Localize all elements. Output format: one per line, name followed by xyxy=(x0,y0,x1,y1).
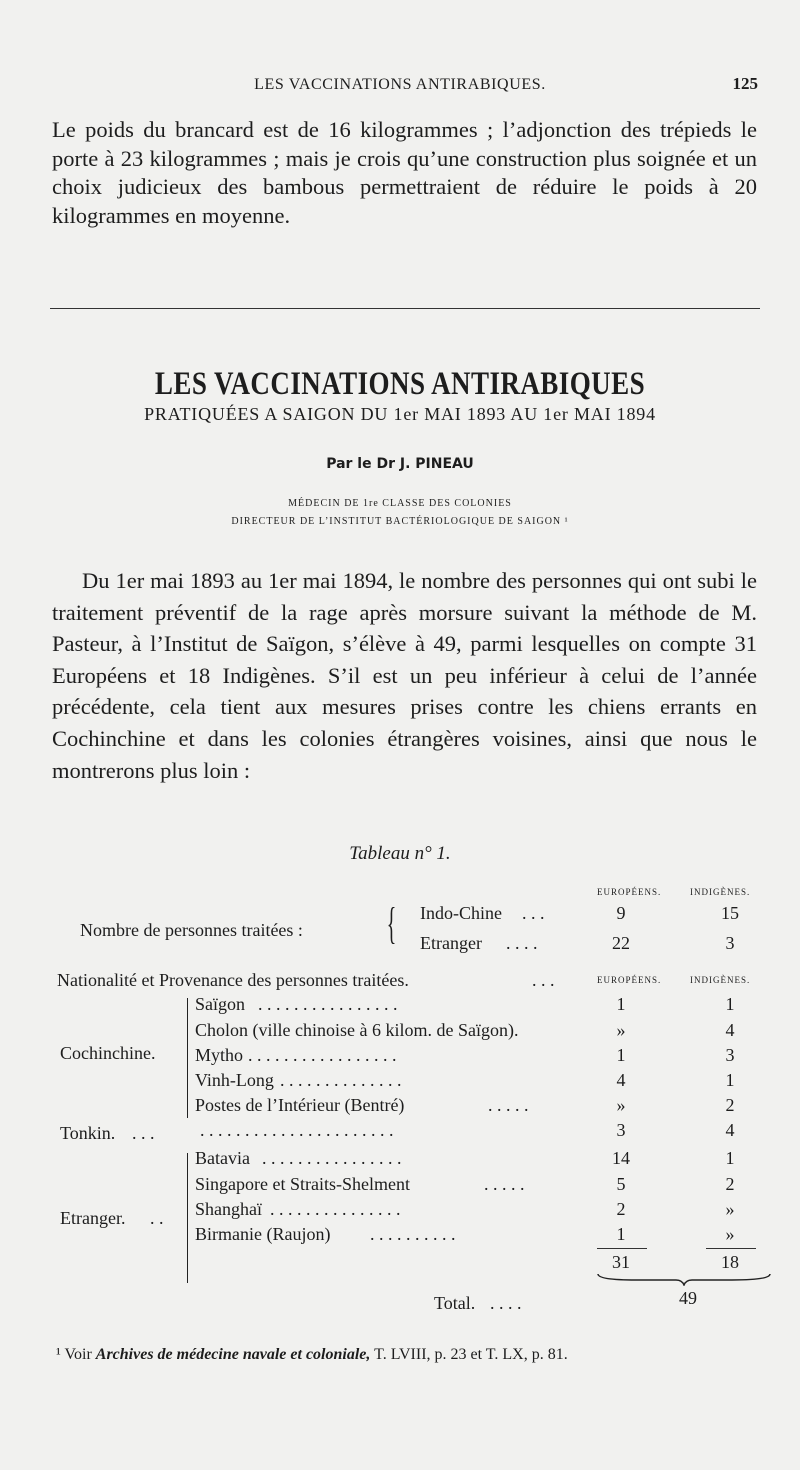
intro-paragraph: Le poids du brancard est de 16 kilogrammes ; l’adjonction des trépieds le porte à 23 kilogrammes ; mais je crois qu’une construction plus soignée et un choix judicieux des bambous permettraient de réduire le poids à 20 kilogrammes en moyenne. xyxy=(52,117,757,228)
table-row-label: Batavia xyxy=(195,1148,250,1168)
table-row-leader: . . . . xyxy=(506,933,538,953)
page-number: 125 xyxy=(732,74,758,93)
table-row-leader: . . . . . . . . . . . . . . . . xyxy=(262,1148,402,1168)
column-header-europeens: EUROPÉENS. xyxy=(597,975,662,985)
author-role: MÉDECIN DE 1re CLASSE DES COLONIES xyxy=(288,498,512,509)
group-label-etranger: Etranger. xyxy=(60,1208,126,1228)
table-row-leader: . . . . . xyxy=(484,1174,525,1194)
table-cell-indigenes: 3 xyxy=(725,933,735,953)
section2-leader: . . . xyxy=(532,970,555,990)
table-cell-indigenes: 3 xyxy=(725,1045,735,1065)
subtotal-indigenes: 18 xyxy=(721,1252,739,1272)
table-cell-indigenes: 2 xyxy=(725,1174,735,1194)
table-cell-europeens: 22 xyxy=(612,933,630,953)
section2-label: Nationalité et Provenance des personnes traitées. xyxy=(57,970,409,990)
total-value: 49 xyxy=(679,1288,697,1308)
subtotal-rule xyxy=(597,1248,647,1249)
table-cell-indigenes: 1 xyxy=(725,994,735,1014)
column-header-indigenes: INDIGÈNES. xyxy=(690,975,751,985)
table-row-label: Etranger xyxy=(420,933,482,953)
table-row-label: Shanghaï xyxy=(195,1199,262,1219)
table-cell-europeens: 1 xyxy=(616,1224,626,1244)
table-cell-europeens: 4 xyxy=(616,1070,626,1090)
table-cell-indigenes: 2 xyxy=(725,1095,735,1115)
table-cell-europeens: 14 xyxy=(612,1148,630,1168)
footnote-journal: Archives de médecine navale et coloniale, xyxy=(95,1346,371,1363)
table-row-leader: . . . . . . . . . . . . . . xyxy=(280,1070,402,1090)
group-leader: . . . xyxy=(132,1123,155,1143)
article-subtitle: PRATIQUÉES A SAIGON DU 1er MAI 1893 AU 1er MAI 1894 xyxy=(144,404,656,424)
table-row-label: Mytho xyxy=(195,1045,244,1065)
table-cell-europeens: » xyxy=(616,1095,626,1115)
table-row-label: Postes de l’Intérieur (Bentré) xyxy=(195,1095,405,1115)
table-cell-indigenes: 1 xyxy=(725,1148,735,1168)
total-brace-icon xyxy=(596,1272,772,1286)
footnote-marker: ¹ xyxy=(56,1346,61,1363)
table-row-label: Cholon (ville chinoise à 6 kilom. de Saïgon). xyxy=(195,1020,519,1040)
table-cell-europeens: 5 xyxy=(616,1174,626,1194)
footnote xyxy=(56,1346,568,1364)
footnote-prefix: Voir xyxy=(64,1346,92,1363)
table-row-leader: . . . . . . . . . . . . . . . . . . . . . . xyxy=(200,1120,394,1140)
table-row-leader: . . . . . . . . . . xyxy=(370,1224,456,1244)
brace-icon xyxy=(187,998,194,1118)
table-cell-europeens: 1 xyxy=(616,994,626,1014)
section1-label: Nombre de personnes traitées : xyxy=(80,920,303,940)
article-author: Par le Dr J. PINEAU xyxy=(326,456,474,472)
table-row-label: Saïgon xyxy=(195,994,246,1014)
table-cell-europeens: 2 xyxy=(616,1199,626,1219)
table-cell-europeens: 1 xyxy=(616,1045,626,1065)
table-row-label: Singapore et Straits-Shelment xyxy=(195,1174,410,1194)
subtotal-europeens: 31 xyxy=(612,1252,630,1272)
table-cell-indigenes: 4 xyxy=(725,1020,735,1040)
table-cell-indigenes: 1 xyxy=(725,1070,735,1090)
group-leader: . . xyxy=(150,1208,164,1228)
group-label-tonkin: Tonkin. xyxy=(60,1123,116,1143)
table-cell-europeens: 9 xyxy=(616,903,626,923)
total-leader: . . . . xyxy=(490,1293,522,1313)
table-cell-indigenes: 15 xyxy=(721,903,739,923)
article-body: Du 1er mai 1893 au 1er mai 1894, le nombre des personnes qui ont subi le traitement préventif de la rage après morsure suivant la méthode de M. Pasteur, à l’Institut de Saïgon, s’élève à 49, parmi lesquelles on compte 31 Européens et 18 Indigènes. S’il est un peu inférieur à celui de l’année précédente, cela tient aux mesures prises contre les chiens errants en Cochinchine et dans les colonies étrangères voisines, ainsi que nous le montrerons plus loin : xyxy=(52,568,757,783)
table-row-leader: . . . . . . . . . . . . . . . . xyxy=(258,994,398,1014)
column-header-europeens: EUROPÉENS. xyxy=(597,887,662,897)
table-cell-indigenes: 4 xyxy=(725,1120,735,1140)
group-label-cochinchine: Cochinchine. xyxy=(60,1043,156,1063)
column-header-indigenes: INDIGÈNES. xyxy=(690,887,751,897)
author-affiliation: DIRECTEUR DE L’INSTITUT BACTÉRIOLOGIQUE DE SAIGON ¹ xyxy=(231,516,569,527)
table-row-label: Birmanie (Raujon) xyxy=(195,1224,331,1244)
subtotal-rule xyxy=(706,1248,756,1249)
table-cell-europeens: 3 xyxy=(616,1120,626,1140)
table-caption: Tableau n° 1. xyxy=(349,843,451,864)
footnote-reference: T. LVIII, p. 23 et T. LX, p. 81. xyxy=(374,1346,568,1363)
table-row-label: Vinh-Long xyxy=(195,1070,274,1090)
brace-icon xyxy=(187,1153,194,1283)
table-row-leader: . . . . . . . . . . . . . . . . . xyxy=(248,1045,397,1065)
section-divider xyxy=(50,308,760,309)
table-cell-indigenes: » xyxy=(725,1199,735,1219)
table-row-label: Indo-Chine xyxy=(420,903,502,923)
brace-icon: { xyxy=(386,899,397,948)
article-title: LES VACCINATIONS ANTIRABIQUES xyxy=(154,366,646,402)
table-row-leader: . . . . . xyxy=(488,1095,529,1115)
table-cell-indigenes: » xyxy=(725,1224,735,1244)
running-title: LES VACCINATIONS ANTIRABIQUES. xyxy=(254,76,546,93)
table-row-leader: . . . . . . . . . . . . . . . xyxy=(270,1199,401,1219)
table-cell-europeens: » xyxy=(616,1020,626,1040)
total-label: Total. xyxy=(434,1293,476,1313)
table-row-leader: . . . xyxy=(522,903,545,923)
